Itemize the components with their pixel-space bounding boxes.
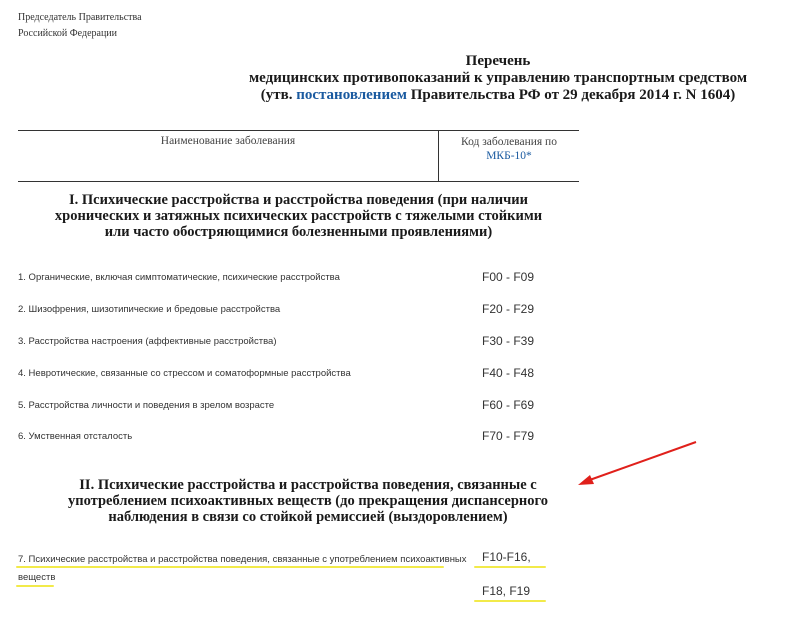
- section1-line2: хронических и затяжных психических расстройств с тяжелыми стойкими: [54, 208, 543, 224]
- section-heading-1: [18, 192, 579, 240]
- row-code-7-line1: F10-F16,: [482, 550, 531, 564]
- annotation-arrow-icon: [560, 432, 710, 492]
- row-code-6: F70 - F79: [482, 429, 535, 443]
- table-header: [18, 130, 579, 182]
- highlight-underline: [474, 600, 546, 602]
- row-label-4: 4. Невротические, связанные со стрессом и соматоформные расстройства: [18, 368, 351, 379]
- row-code-5: F60 - F69: [482, 398, 535, 412]
- signatory-block: [18, 10, 142, 42]
- decree-link[interactable]: постановлением: [296, 87, 407, 103]
- row-label-1: 1. Органические, включая симптоматические, психические расстройства: [18, 272, 340, 283]
- highlight-underline: [16, 566, 444, 568]
- row-label-7-line1: 7. Психические расстройства и расстройства поведения, связанные с употреблением психоактивных: [18, 554, 467, 565]
- document-title: [200, 53, 796, 104]
- code-header-line1: Код заболевания по: [461, 136, 557, 148]
- title-suffix: Правительства РФ от 29 декабря 2014 г. N 1604): [406, 87, 736, 103]
- column-header-name: Наименование заболевания: [160, 135, 296, 147]
- signatory-line2: Российской Федерации: [18, 28, 118, 39]
- column-header-code: [439, 135, 579, 163]
- code-header-line2[interactable]: МКБ-10*: [486, 150, 532, 162]
- row-code-7-line2: F18, F19: [482, 584, 531, 598]
- annotation-arrow-head: [578, 475, 594, 485]
- row-code-3: F30 - F39: [482, 334, 535, 348]
- row-label-7-line2: веществ: [18, 572, 56, 583]
- title-prefix: (утв.: [260, 87, 297, 103]
- highlight-underline: [474, 566, 546, 568]
- title-line1: Перечень: [465, 53, 531, 69]
- title-line3: [200, 87, 796, 104]
- section1-line3: или часто обостряющимися болезненными проявлениями): [104, 224, 493, 240]
- section2-line3: наблюдения в связи со стойкой ремиссией (выздоровлением): [108, 509, 508, 525]
- row-code-2: F20 - F29: [482, 302, 535, 316]
- row-code-4: F40 - F48: [482, 366, 535, 380]
- section2-line2: употреблением психоактивных веществ (до прекращения диспансерного: [68, 493, 548, 509]
- row-label-6: 6. Умственная отсталость: [18, 431, 133, 442]
- row-code-1: F00 - F09: [482, 270, 535, 284]
- highlight-underline: [16, 585, 54, 587]
- annotation-arrow-shaft: [584, 442, 696, 482]
- row-label-5: 5. Расстройства личности и поведения в зрелом возрасте: [18, 400, 275, 411]
- signatory-line1: Председатель Правительства: [18, 12, 142, 23]
- row-label-3: 3. Расстройства настроения (аффективные расстройства): [18, 336, 277, 347]
- title-line2: медицинских противопоказаний к управлению транспортным средством: [248, 70, 748, 86]
- row-label-2: 2. Шизофрения, шизотипические и бредовые расстройства: [18, 304, 281, 315]
- section2-line1: II. Психические расстройства и расстройства поведения, связанные с: [79, 477, 537, 493]
- section-heading-2: [18, 477, 598, 525]
- section1-line1: I. Психические расстройства и расстройства поведения (при наличии: [69, 192, 528, 208]
